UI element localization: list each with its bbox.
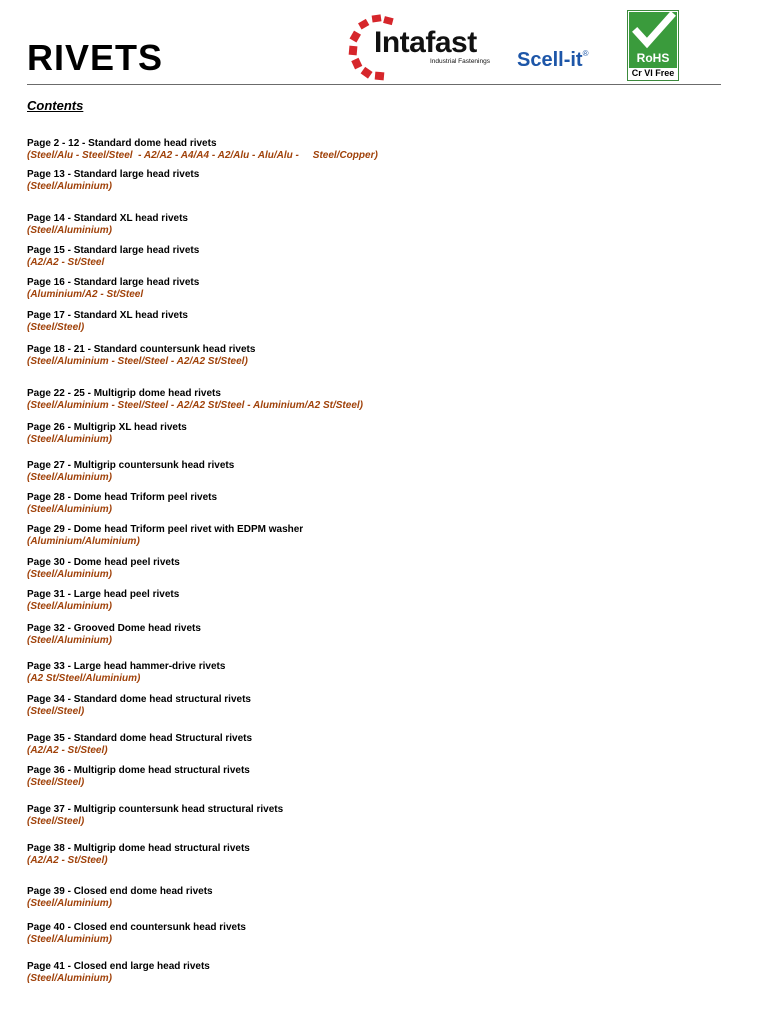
toc-entry-materials: (A2/A2 - St/Steel) xyxy=(27,745,108,756)
rohs-label: RoHS xyxy=(636,51,670,65)
toc-entry xyxy=(27,492,217,516)
toc-entry-materials: (Steel/Steel) xyxy=(27,706,85,717)
intafast-tagline: Industrial Fastenings xyxy=(430,58,490,65)
toc-entry-title: Page 17 - Standard XL head rivets xyxy=(27,310,188,321)
toc-entry xyxy=(27,886,213,910)
toc-entry xyxy=(27,694,251,718)
toc-entry-materials: (A2 St/Steel/Aluminium) xyxy=(27,673,141,684)
toc-entry xyxy=(27,344,255,368)
header-divider xyxy=(27,84,721,85)
toc-entry-materials: (Steel/Aluminium) xyxy=(27,504,113,515)
toc-entry-materials: (Steel/Aluminium) xyxy=(27,434,113,445)
rohs-green-panel xyxy=(629,12,677,68)
toc-entry-title: Page 35 - Standard dome head Structural rivets xyxy=(27,733,253,744)
toc-entry xyxy=(27,765,250,789)
toc-entry xyxy=(27,661,225,685)
toc-entry xyxy=(27,843,250,867)
toc-entry xyxy=(27,460,234,484)
checkmark-icon xyxy=(629,12,677,52)
toc-entry xyxy=(27,804,283,828)
toc-entry-materials: (Steel/Aluminium) xyxy=(27,181,113,192)
contents-heading: Contents xyxy=(27,98,84,113)
registered-mark: ® xyxy=(582,49,589,58)
toc-entry-materials: (Steel/Aluminium) xyxy=(27,569,113,580)
toc-entry xyxy=(27,733,252,757)
toc-entry-title: Page 38 - Multigrip dome head structural rivets xyxy=(27,843,250,854)
intafast-wordmark: Intafast xyxy=(374,26,477,59)
toc-entry-materials: (Steel/Aluminium - Steel/Steel - A2/A2 St/Steel - Aluminium/A2 St/Steel) xyxy=(27,400,363,411)
toc-entry xyxy=(27,589,179,613)
page-title: RIVETS xyxy=(27,37,164,78)
toc-entry-title: Page 41 - Closed end large head rivets xyxy=(27,961,210,972)
toc-entry-materials: (Steel/Steel) xyxy=(27,777,85,788)
toc-entry xyxy=(27,422,187,446)
toc-entry-title: Page 28 - Dome head Triform peel rivets xyxy=(27,492,218,503)
scellit-wordmark: Scell-it xyxy=(517,49,583,71)
toc-entry-title: Page 16 - Standard large head rivets xyxy=(27,277,200,288)
toc-entry xyxy=(27,277,199,301)
toc-entry-materials: (A2/A2 - St/Steel) xyxy=(27,855,108,866)
toc-entry-title: Page 2 - 12 - Standard dome head rivets xyxy=(27,138,217,149)
toc-entry-materials: (Steel/Aluminium) xyxy=(27,973,113,984)
toc-entry-title: Page 39 - Closed end dome head rivets xyxy=(27,886,213,897)
toc-entry-materials: (Aluminium/A2 - St/Steel xyxy=(27,289,144,300)
toc-entry-title: Page 30 - Dome head peel rivets xyxy=(27,557,180,568)
toc-entry-title: Page 27 - Multigrip countersunk head rivets xyxy=(27,460,235,471)
toc-entry xyxy=(27,524,303,548)
toc-entry-title: Page 14 - Standard XL head rivets xyxy=(27,213,188,224)
scellit-logo xyxy=(517,50,588,70)
toc-entry-title: Page 33 - Large head hammer-drive rivets xyxy=(27,661,226,672)
toc-entry xyxy=(27,245,199,269)
toc-entry-title: Page 18 - 21 - Standard countersunk head rivets xyxy=(27,344,256,355)
toc-entry-materials: (A2/A2 - St/Steel xyxy=(27,257,105,268)
toc-entry xyxy=(27,169,199,193)
toc-entry-materials: (Steel/Aluminium) xyxy=(27,898,113,909)
toc-entry-materials: (Aluminium/Aluminium) xyxy=(27,536,140,547)
toc-entry-materials: (Steel/Aluminium) xyxy=(27,472,113,483)
toc-entry-title: Page 13 - Standard large head rivets xyxy=(27,169,200,180)
toc-entry-title: Page 29 - Dome head Triform peel rivet with EDPM washer xyxy=(27,524,304,535)
toc-entry-title: Page 31 - Large head peel rivets xyxy=(27,589,180,600)
rohs-badge xyxy=(627,10,679,81)
toc-entry-title: Page 34 - Standard dome head structural rivets xyxy=(27,694,251,705)
toc-entry-materials: (Steel/Aluminium) xyxy=(27,635,113,646)
toc-entry-title: Page 22 - 25 - Multigrip dome head rivets xyxy=(27,388,221,399)
toc-entry-materials: (Steel/Steel) xyxy=(27,816,85,827)
toc-entry-materials: (Steel/Steel) xyxy=(27,322,85,333)
toc-entry-title: Page 15 - Standard large head rivets xyxy=(27,245,200,256)
toc-entry xyxy=(27,557,180,581)
toc-entry-materials: (Steel/Aluminium - Steel/Steel - A2/A2 St/Steel) xyxy=(27,356,248,367)
toc-entry-title: Page 32 - Grooved Dome head rivets xyxy=(27,623,201,634)
toc-entry-materials: (Steel/Aluminium) xyxy=(27,601,113,612)
toc-entry xyxy=(27,213,188,237)
toc-entry xyxy=(27,922,246,946)
toc-entry-materials: (Steel/Aluminium) xyxy=(27,225,113,236)
toc-entry xyxy=(27,138,378,162)
intafast-logo xyxy=(348,14,506,82)
toc-entry-title: Page 26 - Multigrip XL head rivets xyxy=(27,422,187,433)
toc-entry-title: Page 40 - Closed end countersunk head rivets xyxy=(27,922,246,933)
toc-entry xyxy=(27,623,201,647)
toc-entry-title: Page 36 - Multigrip dome head structural rivets xyxy=(27,765,250,776)
toc-entry-materials: (Steel/Aluminium) xyxy=(27,934,113,945)
toc-entry xyxy=(27,310,188,334)
rohs-sublabel: Cr VI Free xyxy=(631,68,675,78)
toc-entry xyxy=(27,961,210,985)
toc-entry xyxy=(27,388,363,412)
toc-entry-title: Page 37 - Multigrip countersunk head structural rivets xyxy=(27,804,284,815)
toc-entry-materials: (Steel/Alu - Steel/Steel - A2/A2 - A4/A4 - A2/Alu - Alu/Alu - Steel/Copper) xyxy=(27,150,378,161)
